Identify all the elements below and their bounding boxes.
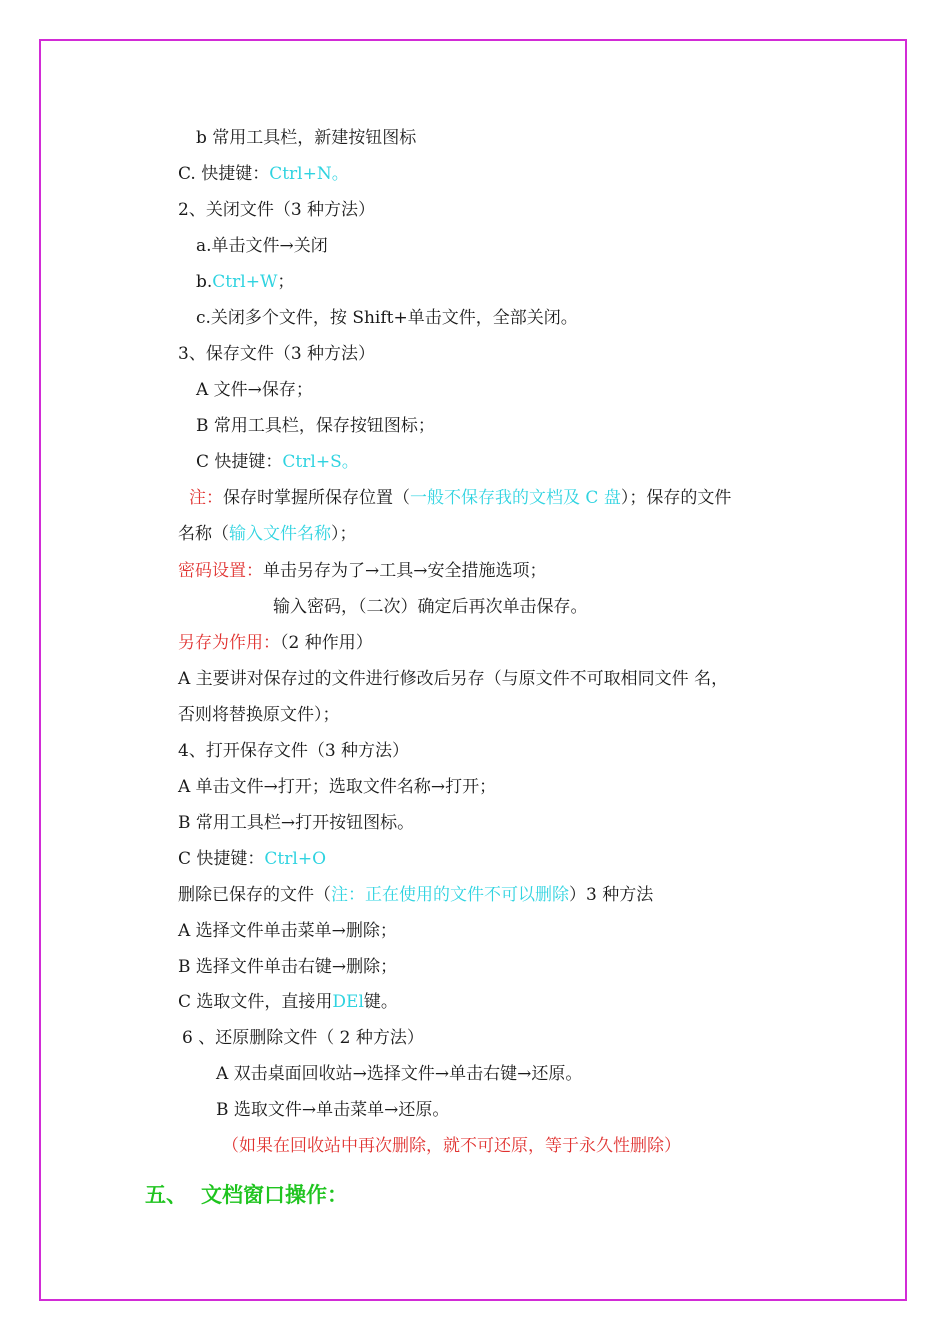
line-11 <box>189 487 731 509</box>
line-5-prefix: b. <box>196 272 213 292</box>
line-5-suffix: ； <box>277 272 295 292</box>
line-19 <box>178 776 496 798</box>
line-21-text: C 快捷键： <box>178 849 265 869</box>
line-2-shortcut: Ctrl+N。 <box>269 164 349 184</box>
section-heading <box>145 1181 348 1209</box>
line-2 <box>178 163 349 185</box>
line-17-text: 否则将替换原文件）； <box>178 705 340 725</box>
line-20-text: B 常用工具栏→打开按钮图标。 <box>178 813 415 833</box>
line-11-text: 保存时掌握所保存位置（ <box>223 488 410 508</box>
line-23-text: A 选择文件单击菜单→删除； <box>178 921 397 941</box>
line-19-text: A 单击文件→打开；选取文件名称→打开； <box>178 777 497 797</box>
line-13 <box>178 560 547 582</box>
line-7 <box>178 343 375 365</box>
line-2-text: C. 快捷键： <box>178 164 270 184</box>
line-29 <box>222 1135 681 1157</box>
line-15-text: （2 种作用） <box>280 633 373 653</box>
line-23 <box>178 920 397 942</box>
line-5 <box>196 271 294 293</box>
section-title: 文档窗口操作： <box>201 1182 348 1207</box>
note-label: 注： <box>189 488 223 508</box>
line-22-text: 删除已保存的文件（ <box>178 885 331 905</box>
line-8 <box>196 379 313 401</box>
line-16 <box>178 668 728 690</box>
line-18 <box>178 740 409 762</box>
line-22-suffix: ）3 种方法 <box>569 885 654 905</box>
line-3 <box>178 199 375 221</box>
line-9-text: B 常用工具栏，保存按钮图标； <box>196 416 435 436</box>
line-4-text: a.单击文件→关闭 <box>196 236 328 256</box>
line-10-text: C 快捷键： <box>196 452 283 472</box>
line-24-text: B 选择文件单击右键→删除； <box>178 957 398 977</box>
line-8-text: A 文件→保存； <box>196 380 313 400</box>
section-number: 五、 <box>145 1182 187 1207</box>
line-1 <box>196 127 416 149</box>
line-5-shortcut: Ctrl+W <box>212 272 278 292</box>
line-27-text: A 双击桌面回收站→选择文件→单击右键→还原。 <box>216 1064 583 1084</box>
line-12-text: 名称（ <box>178 524 229 544</box>
line-10-shortcut: Ctrl+S。 <box>282 452 359 472</box>
line-11-highlight: 一般不保存我的文档及 C 盘 <box>410 488 621 508</box>
line-29-warning: （如果在回收站中再次删除，就不可还原，等于永久性删除） <box>222 1136 681 1156</box>
line-14-text: 输入密码，（二次）确定后再次单击保存。 <box>273 597 588 617</box>
line-16-text: A 主要讲对保存过的文件进行修改后另存（与原文件不可取相同文件 名， <box>178 669 729 689</box>
line-12 <box>178 523 357 545</box>
line-18-text: 4、打开保存文件（3 种方法） <box>178 741 410 761</box>
password-label: 密码设置： <box>178 561 263 581</box>
line-26 <box>182 1027 424 1049</box>
line-15 <box>178 632 373 654</box>
line-21-shortcut: Ctrl+O <box>264 849 327 869</box>
save-as-label: 另存为作用： <box>178 633 280 653</box>
line-13-text: 单击另存为了→工具→安全措施选项； <box>263 561 547 581</box>
line-28 <box>216 1099 449 1121</box>
line-22-highlight: 注：正在使用的文件不可以删除 <box>331 885 569 905</box>
line-3-text: 2、关闭文件（3 种方法） <box>178 200 376 220</box>
line-9 <box>196 415 435 437</box>
line-25-key: DEl <box>332 992 364 1012</box>
line-20 <box>178 812 414 834</box>
line-7-text: 3、保存文件（3 种方法） <box>178 344 376 364</box>
line-10 <box>196 451 359 473</box>
line-26-text: 6 、还原删除文件（ 2 种方法） <box>182 1028 424 1048</box>
line-4 <box>196 235 328 257</box>
line-25-suffix: 键。 <box>363 992 398 1012</box>
line-6-text: c.关闭多个文件，按 Shift+单击文件，全部关闭。 <box>196 308 578 328</box>
line-25-text: C 选取文件，直接用 <box>178 992 333 1012</box>
line-27 <box>216 1063 582 1085</box>
line-12-suffix: ）； <box>331 524 357 544</box>
line-22 <box>178 884 653 906</box>
line-25 <box>178 991 398 1013</box>
line-6 <box>196 307 578 329</box>
line-11-suffix: ）；保存的文件 <box>620 488 732 508</box>
line-1-text: b 常用工具栏，新建按钮图标 <box>196 128 417 148</box>
line-28-text: B 选取文件→单击菜单→还原。 <box>216 1100 450 1120</box>
line-12-highlight: 输入文件名称 <box>229 524 331 544</box>
line-21 <box>178 848 326 870</box>
line-14 <box>273 596 588 618</box>
line-24 <box>178 956 397 978</box>
line-17 <box>178 704 340 726</box>
